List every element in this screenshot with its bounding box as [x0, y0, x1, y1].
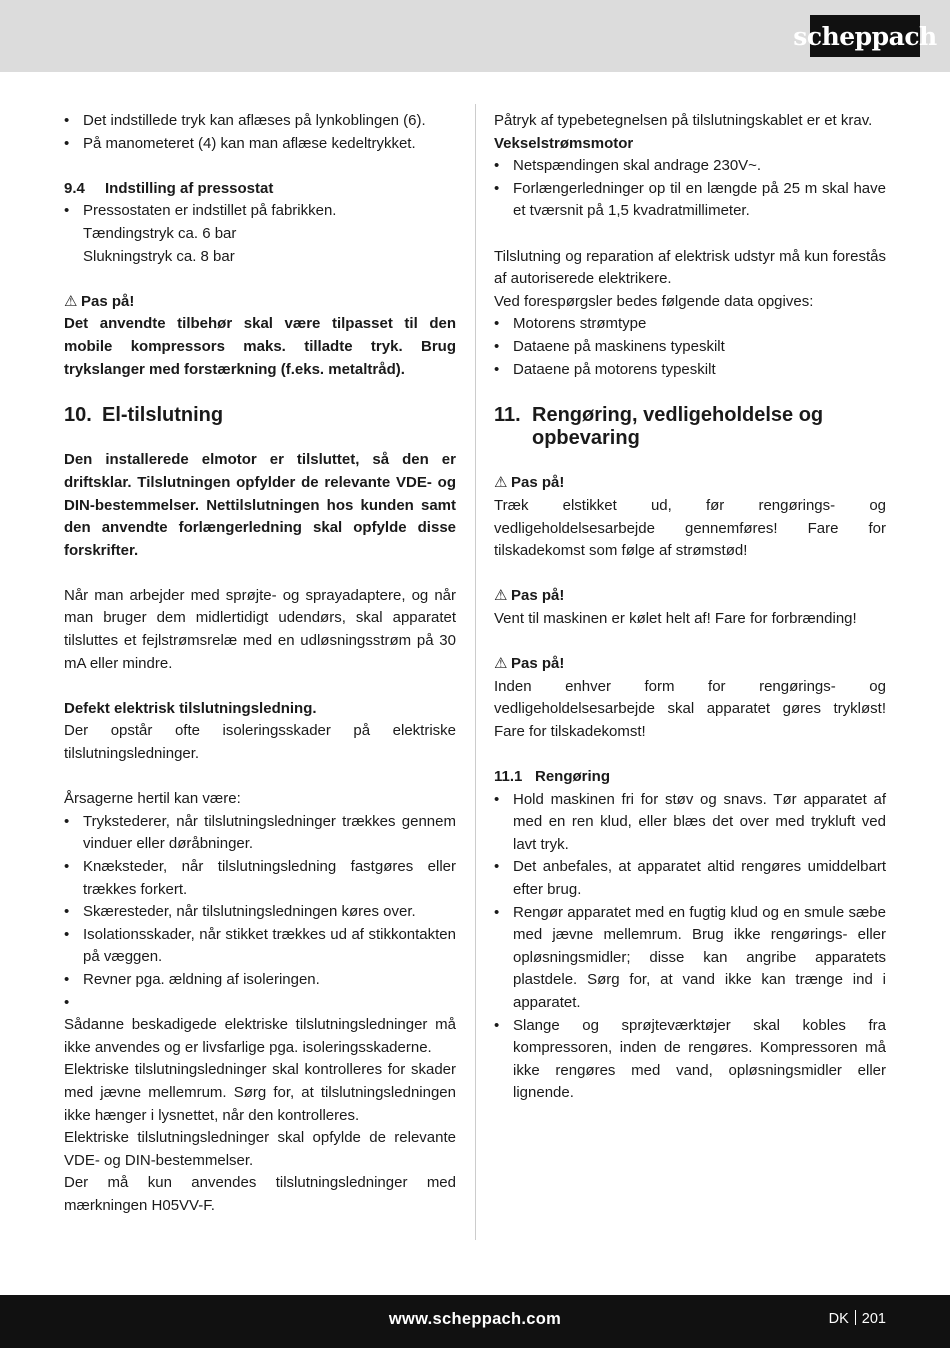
- list-item: • Forlængerledninger op til en længde på 25 m skal have et tværsnit på 1,5 kvadratmillimeter.: [494, 178, 886, 223]
- pressostat-list: [64, 200, 456, 223]
- section-title: El-tilslutning: [102, 403, 224, 426]
- section-number: 9.4: [64, 179, 85, 197]
- defect-text: Der opstår ofte isoleringsskader på elektriske tilslutningsledninger.: [64, 722, 456, 763]
- right-column: [494, 110, 886, 1105]
- warning-icon: ⚠: [494, 587, 508, 605]
- cleaning-list: [494, 789, 886, 1105]
- warning-heading: ⚠ Pas på!: [494, 472, 886, 495]
- cable-note: Påtryk af typebetegnelsen på tilslutningskablet er et krav.: [494, 112, 873, 129]
- page-number-value: 201: [861, 1311, 886, 1327]
- electrician-note: Tilslutning og reparation af elektrisk udstyr må kun forestås af autoriserede elektrikere.: [494, 247, 886, 288]
- ignition-pressure: Tændingstryk ca. 6 bar: [83, 224, 237, 242]
- language-code: DK: [828, 1311, 849, 1327]
- list-item: • Isolationsskader, når stikket trækkes ud af stikkontakten på væggen.: [64, 924, 456, 969]
- warning-heading: ⚠ Pas på!: [494, 653, 886, 676]
- warning-heading: ⚠ Pas på!: [494, 585, 886, 608]
- section-heading-11: [494, 404, 886, 450]
- list-item: • Skæresteder, når tilslutningsledningen køres over.: [64, 901, 456, 924]
- rcd-note: Når man arbejder med sprøjte- og sprayadaptere, og når man bruger dem midlertidigt udendørs, skal apparatet tilsluttes et fejlstrømsrelæ med en udløsningsstrøm på 30 mA eller mindre.: [64, 586, 456, 672]
- list-item: • Det indstillede tryk kan aflæses på lynkoblingen (6).: [64, 110, 456, 133]
- warning-text: Vent til maskinen er kølet helt af! Fare for forbrænding!: [494, 609, 857, 627]
- inquiry-note: Ved forespørgsler bedes følgende data opgives:: [494, 292, 814, 310]
- list-item: • Det anbefales, at apparatet altid rengøres umiddelbart efter brug.: [494, 856, 886, 901]
- closing-text: Sådanne beskadigede elektriske tilslutningsledninger må ikke anvendes og er livsfarlige pga. isoleringsskaderne.: [64, 1016, 456, 1056]
- list-item: • Slange og sprøjteværktøjer skal kobles fra kompressoren, inden de rengøres. Kompressoren må ikke rengøres med vand, opløsningsmidler eller lignende.: [494, 1015, 886, 1105]
- warning-text: Træk elstikket ud, før rengørings- og vedligeholdelsesarbejde gennemføres! Fare for tilskadekomst som følge af strømstød!: [494, 496, 886, 560]
- warning-icon: ⚠: [494, 474, 508, 492]
- section-number: 11.: [494, 403, 521, 426]
- list-item: • Trykstederer, når tilslutningsledninger trækkes gennem vinduer eller døråbninger.: [64, 811, 456, 856]
- closing-text: Elektriske tilslutningsledninger skal opfylde de relevante VDE- og DIN-bestemmelser.: [64, 1129, 456, 1169]
- list-item: • Hold maskinen fri for støv og snavs. Tør apparatet af med en ren klud, eller blæs det over med trykluft ved lavt tryk.: [494, 789, 886, 857]
- column-divider: [475, 104, 476, 1240]
- list-item: • Knæksteder, når tilslutningsledning fastgøres eller trækkes forkert.: [64, 856, 456, 901]
- page-number: [829, 1310, 886, 1327]
- list-item: • Dataene på maskinens typeskilt: [494, 336, 886, 359]
- list-item: • Rengør apparatet med en fugtig klud og en smule sæbe med jævne mellemrum. Brug ikke rengørings- eller opløsningsmidler; disse kan angribe apparatets plastdele. Sørg for, at vand ikke kan trænge ind i apparatet.: [494, 902, 886, 1015]
- warning-icon: ⚠: [494, 655, 508, 673]
- warning-text: Inden enhver form for rengørings- og vedligeholdelsesarbejde skal apparatet gøres trykløst! Fare for tilskadekomst!: [494, 677, 886, 740]
- shutoff-pressure: Slukningstryk ca. 8 bar: [83, 247, 235, 265]
- section-number: 10.: [64, 403, 92, 426]
- section-title: Rengøring: [535, 768, 610, 786]
- section-title: Indstilling af pressostat: [105, 179, 274, 197]
- list-item: [64, 992, 456, 1015]
- section-heading-11-1: [494, 766, 886, 789]
- defect-heading: Defekt elektrisk tilslutningsledning.: [64, 699, 317, 717]
- list-item: • Pressostaten er indstillet på fabrikken.: [64, 200, 456, 223]
- intro-bullet-list: [64, 110, 456, 155]
- section-title: Rengøring, vedligeholdelse og opbevaring: [532, 403, 824, 449]
- inquiry-data-list: [494, 313, 886, 381]
- list-item: • Motorens strømtype: [494, 313, 886, 336]
- section-number: 11.1: [494, 768, 523, 786]
- page-header: [0, 0, 950, 72]
- list-item: • Netspændingen skal andrage 230V~.: [494, 155, 886, 178]
- list-item: • På manometeret (4) kan man aflæse kedeltrykket.: [64, 133, 456, 156]
- section-heading-10: [64, 404, 456, 427]
- closing-text: Elektriske tilslutningsledninger skal kontrolleres for skader med jævne mellemrum. Sørg for, at tilslutningsledningen ikke hænger i lysnettet, når den kontrolleres.: [64, 1061, 456, 1124]
- installation-note: Den installerede elmotor er tilsluttet, så den er driftsklar. Tilslutningen opfylder de relevante VDE- og DIN-bestemmelser. Nettilslutningen hos kunden samt den anvendte forlængerledning skal opfylde disse forskrifter.: [64, 451, 456, 559]
- page-footer: [0, 1295, 950, 1348]
- left-column: [64, 110, 456, 1218]
- list-item: • Revner pga. ældning af isoleringen.: [64, 969, 456, 992]
- list-item: • Dataene på motorens typeskilt: [494, 359, 886, 382]
- closing-text: Der må kun anvendes tilslutningsledninger med mærkningen H05VV-F.: [64, 1174, 456, 1214]
- causes-intro: Årsagerne hertil kan være:: [64, 790, 241, 808]
- causes-list: [64, 811, 456, 1014]
- section-heading-9-4: [64, 178, 456, 201]
- website-link[interactable]: www.scheppach.com: [388, 1310, 562, 1328]
- ac-motor-heading: Vekselstrømsmotor: [494, 134, 634, 152]
- warning-heading: ⚠ Pas på!: [64, 291, 456, 314]
- warning-icon: ⚠: [64, 292, 78, 310]
- warning-text: Det anvendte tilbehør skal være tilpasset til den mobile kompressors maks. tilladte tryk. Brug trykslanger med forstærkning (f.eks. metaltråd).: [64, 315, 456, 378]
- brand-logo: scheppach: [810, 15, 920, 57]
- ac-motor-list: [494, 155, 886, 223]
